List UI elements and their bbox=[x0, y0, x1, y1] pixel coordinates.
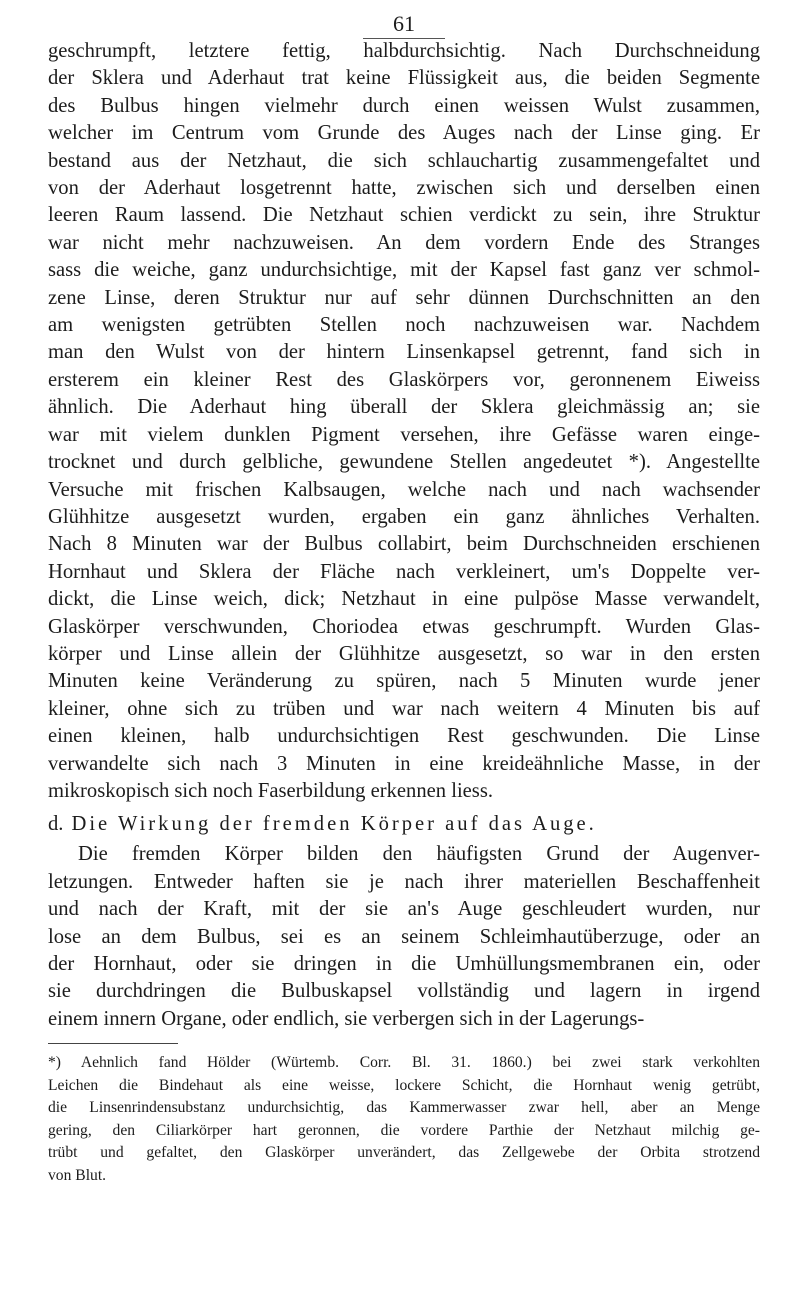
paragraph-1-line: kleiner, ohne sich zu trüben und war nach weitern 4 Minuten bis auf bbox=[48, 697, 760, 720]
footnote-line: trübt und gefaltet, den Glaskörper unverändert, das Zellgewebe der Orbita strotzend bbox=[48, 1144, 760, 1162]
paragraph-2-line: einem innern Organe, oder endlich, sie verbergen sich in der Lagerungs- bbox=[48, 1007, 645, 1030]
paragraph-1 bbox=[48, 38, 760, 805]
section-mark: d. bbox=[48, 813, 64, 836]
footnote-line: gering, den Ciliarkörper hart geronnen, die vordere Parthie der Netzhaut milchig ge- bbox=[48, 1121, 760, 1139]
paragraph-2-line: und nach der Kraft, mit der sie an's Auge geschleudert wurden, nur bbox=[48, 898, 760, 921]
paragraph-1-line: bestand aus der Netzhaut, die sich schlauchartig zusammengefaltet und bbox=[48, 149, 760, 172]
footnote-line: die Linsenrindensubstanz undurchsichtig, das Kammerwasser zwar hell, aber an Menge bbox=[48, 1099, 760, 1117]
section-title: Die Wirkung der fremden Körper auf das Auge. bbox=[71, 813, 597, 836]
paragraph-1-line: man den Wulst von der hintern Linsenkapsel getrennt, fand sich in bbox=[48, 341, 760, 364]
footnote bbox=[48, 1052, 760, 1187]
paragraph-1-line: Minuten keine Veränderung zu spüren, nach 5 Minuten wurde jener bbox=[48, 670, 760, 693]
paragraph-1-line: Nach 8 Minuten war der Bulbus collabirt, beim Durchschneiden erschienen bbox=[48, 533, 760, 556]
paragraph-1-line: leeren Raum lassend. Die Netzhaut schien verdickt zu sein, ihre Struktur bbox=[48, 204, 760, 227]
paragraph-1-line: Glühhitze ausgesetzt wurden, ergaben ein ganz ähnliches Verhalten. bbox=[48, 505, 760, 528]
paragraph-1-line: trocknet und durch gelbliche, gewundene Stellen angedeutet *). Angestellte bbox=[48, 451, 760, 474]
paragraph-1-line: welcher im Centrum vom Grunde des Auges nach der Linse ging. Er bbox=[48, 122, 760, 145]
paragraph-2-line: Die fremden Körper bilden den häufigsten Grund der Augenver- bbox=[78, 843, 760, 866]
paragraph-1-line: mikroskopisch sich noch Faserbildung erkennen liess. bbox=[48, 779, 493, 802]
footnote-line: *) Aehnlich fand Hölder (Würtemb. Corr. Bl. 31. 1860.) bei zwei stark verkohlten bbox=[48, 1054, 760, 1072]
paragraph-1-line: körper und Linse allein der Glühhitze ausgesetzt, so war in den ersten bbox=[48, 642, 760, 665]
document-page bbox=[48, 10, 760, 1187]
paragraph-1-line: Hornhaut und Sklera der Fläche nach verkleinert, um's Doppelte ver- bbox=[48, 560, 760, 583]
footnote-line: Leichen die Bindehaut als eine weisse, lockere Schicht, die Hornhaut wenig getrübt, bbox=[48, 1076, 760, 1094]
footnote-divider bbox=[48, 1043, 178, 1044]
paragraph-1-line: war mit vielem dunklen Pigment versehen, ihre Gefässe waren einge- bbox=[48, 423, 760, 446]
paragraph-2-line: sie durchdringen die Bulbuskapsel vollständig und lagern in irgend bbox=[48, 980, 760, 1003]
paragraph-2-line: letzungen. Entweder haften sie je nach ihrer materiellen Beschaffenheit bbox=[48, 870, 760, 893]
footnote-line: von Blut. bbox=[48, 1166, 107, 1184]
paragraph-1-line: von der Aderhaut losgetrennt hatte, zwischen sich und derselben einen bbox=[48, 177, 760, 200]
paragraph-1-line: einen kleinen, halb undurchsichtigen Rest geschwunden. Die Linse bbox=[48, 725, 760, 748]
paragraph-1-line: am wenigsten getrübten Stellen noch nachzuweisen war. Nachdem bbox=[48, 314, 760, 337]
paragraph-1-line: sass die weiche, ganz undurchsichtige, mit der Kapsel fast ganz ver schmol- bbox=[48, 259, 760, 282]
paragraph-1-line: war nicht mehr nachzuweisen. An dem vordern Ende des Stranges bbox=[48, 231, 760, 254]
paragraph-1-line: des Bulbus hingen vielmehr durch einen weissen Wulst zusammen, bbox=[48, 94, 760, 117]
paragraph-1-line: geschrumpft, letztere fettig, halbdurchsichtig. Nach Durchschneidung bbox=[48, 40, 760, 62]
page-number: 61 bbox=[158, 10, 650, 38]
section-heading bbox=[48, 809, 760, 839]
paragraph-2-line: der Hornhaut, oder sie dringen in die Umhüllungsmembranen ein, oder bbox=[48, 953, 760, 975]
paragraph-1-line: Glaskörper verschwunden, Choriodea etwas geschrumpft. Wurden Glas- bbox=[48, 615, 760, 638]
paragraph-2 bbox=[48, 841, 760, 1033]
paragraph-1-line: ähnlich. Die Aderhaut hing überall der Sklera gleichmässig an; sie bbox=[48, 396, 760, 419]
paragraph-1-line: dickt, die Linse weich, dick; Netzhaut in eine pulpöse Masse verwandelt, bbox=[48, 588, 760, 611]
paragraph-1-line: verwandelte sich nach 3 Minuten in eine kreideähnliche Masse, in der bbox=[48, 752, 760, 775]
paragraph-1-line: der Sklera und Aderhaut trat keine Flüssigkeit aus, die beiden Segmente bbox=[48, 67, 760, 90]
paragraph-1-line: Versuche mit frischen Kalbsaugen, welche nach und nach wachsender bbox=[48, 478, 760, 501]
paragraph-2-line: lose an dem Bulbus, sei es an seinem Schleimhautüberzuge, oder an bbox=[48, 925, 760, 948]
paragraph-1-line: ersterem ein kleiner Rest des Glaskörpers vor, geronnenem Eiweiss bbox=[48, 368, 760, 391]
paragraph-1-line: zene Linse, deren Struktur nur auf sehr dünnen Durchschnitten an den bbox=[48, 286, 760, 309]
